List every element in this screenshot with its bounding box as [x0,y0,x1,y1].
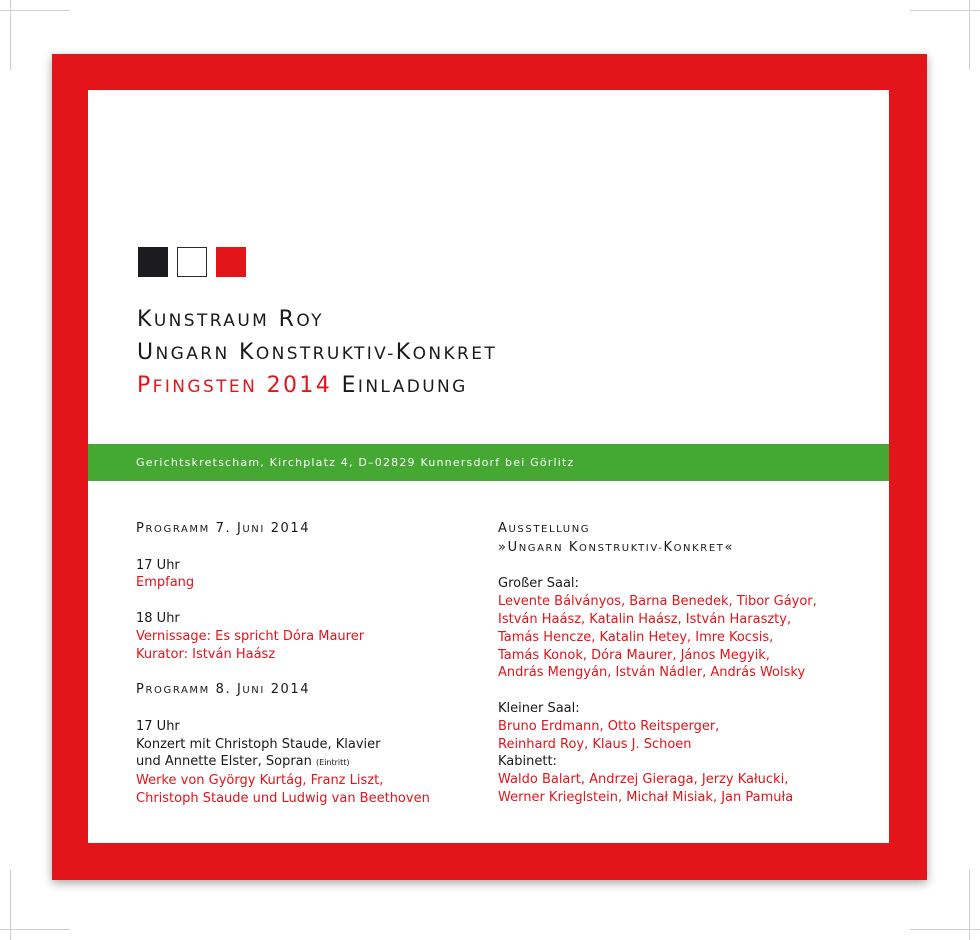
title-rest: UNSTRAUM [153,311,270,331]
program-column [136,520,456,808]
event-item: Kurator: István Haász [136,646,276,662]
title-cap: U [137,340,156,365]
title-rest: ONKRET [412,344,498,364]
works-line: Christoph Staude und Ludwig van Beethoven [136,790,430,806]
crop-mark [10,0,11,70]
artist-line: Reinhard Roy, Klaus J. Schoen [498,736,692,752]
event-item: Vernissage: Es spricht Dóra Maurer [136,628,365,644]
artist-line: András Mengyán, István Nádler, András Wolsky [498,665,806,681]
artist-line: Bruno Erdmann, Otto Reitsperger, [498,718,720,734]
title-rest: FINGSTEN [152,377,258,397]
event-item: Empfang [136,575,195,591]
title-cap: R [278,307,297,332]
time-label: 18 Uhr [136,610,180,626]
invitation-card [52,54,927,880]
artist-line: Werner Krieglstein, Michał Misiak, Jan Pamuła [498,789,794,805]
crop-mark [10,870,11,940]
crop-mark [969,0,970,70]
room-label: Kabinett: [498,754,557,770]
artist-line: Tamás Hencze, Katalin Hetey, Imre Kocsis, [498,629,774,645]
crop-mark [969,870,970,940]
exhibition-heading: AUSSTELLUNG [498,521,591,536]
admission-note: (Eintritt) [316,758,350,768]
artist-line: István Haász, Katalin Haász, István Haraszty, [498,611,792,627]
artist-line: Levente Bálványos, Barna Benedek, Tibor Gáyor, [498,594,817,610]
title-rest: OY [296,311,324,331]
concert-line: Konzert mit Christoph Staude, Klavier [136,736,381,752]
exhibition-title: »UNGARN KONSTRUKTIV-KONKRET« [498,539,735,555]
venue-address: Gerichtskretscham, Kirchplatz 4, D–02829 Kunnersdorf bei Görlitz [136,456,575,469]
time-label: 17 Uhr [136,557,180,573]
works-line: Werke von György Kurtág, Franz Liszt, [136,773,384,789]
title-rest: NGARN [155,344,230,364]
program-heading-day1: PROGRAMM 7. JUNI 2014 [136,521,311,536]
room-label: Kleiner Saal: [498,700,580,716]
title-cap: K [395,340,413,365]
artist-line: Tamás Konok, Dóra Maurer, János Megyik, [498,647,770,663]
time-label: 17 Uhr [136,718,180,734]
exhibition-column [498,520,868,807]
white-square [177,247,207,277]
title-cap: P [137,373,153,398]
color-squares [138,247,246,277]
artist-line: Waldo Balart, Andrzej Gieraga, Jerzy Kałucki, [498,772,789,788]
room-label: Großer Saal: [498,576,579,592]
title-cap: E [341,373,358,398]
title-cap: K [238,340,256,365]
title-year: 2014 [266,373,333,398]
title-cap: K [137,307,154,332]
title-rest: INLADUNG [357,377,468,397]
title-kunstraum-roy [137,304,497,337]
title-pfingsten-einladung [137,370,497,403]
concert-line: und Annette Elster, Sopran (Eintritt) [136,754,350,770]
red-square [216,247,246,277]
title-exhibition [137,337,497,370]
black-square [138,247,168,277]
title-rest: ONSTRUKTIV- [255,344,396,364]
address-band [88,444,889,481]
title-block [137,304,497,403]
invitation-inner-panel [88,90,889,843]
program-heading-day2: PROGRAMM 8. JUNI 2014 [136,682,311,698]
